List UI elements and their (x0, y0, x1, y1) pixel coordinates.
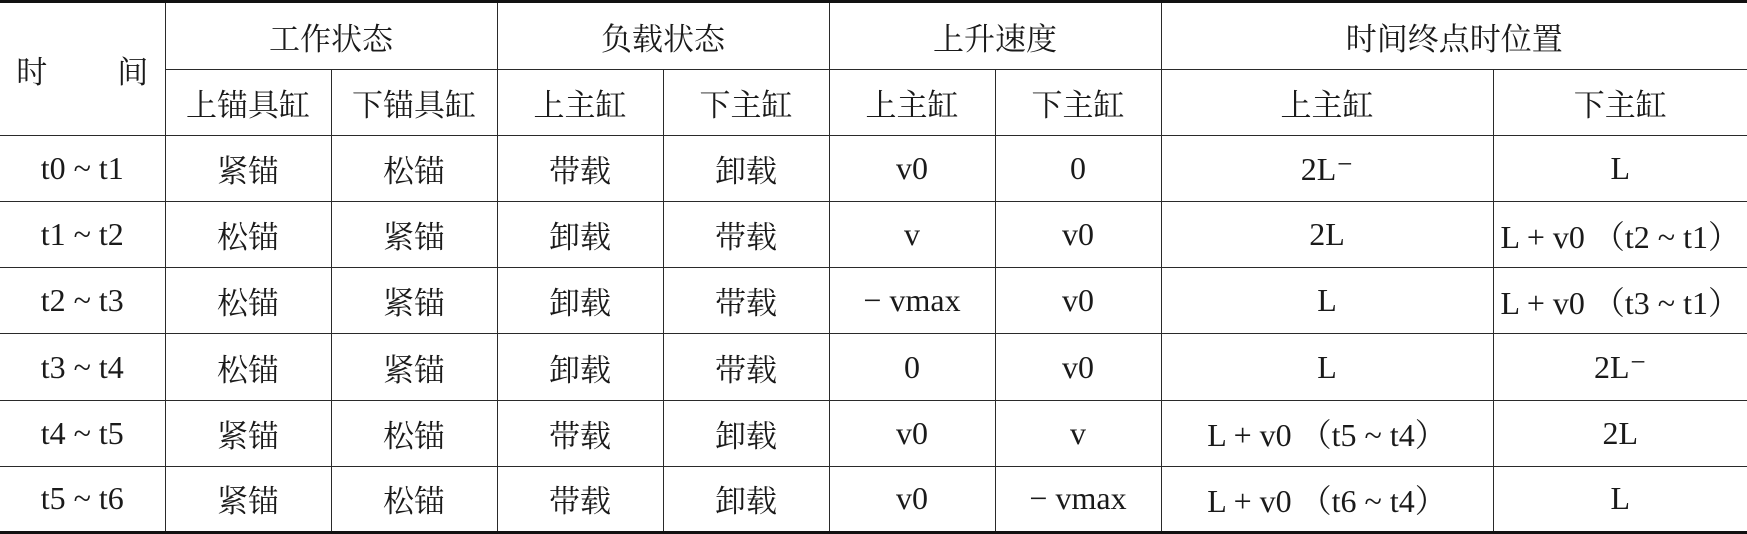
subheader-cell: 上主缸 (829, 70, 995, 136)
table-cell: v0 (995, 334, 1161, 400)
table-cell: L + v0 （t2 ~ t1） (1493, 202, 1747, 268)
time-interval-cell: t1 ~ t2 (0, 202, 165, 268)
table-cell: 2L (1493, 400, 1747, 466)
table-cell: 带载 (497, 136, 663, 202)
table-cell: 卸载 (497, 334, 663, 400)
subheader-cell: 上主缸 (1161, 70, 1493, 136)
table-cell: L (1493, 136, 1747, 202)
table-cell: − vmax (995, 466, 1161, 532)
table-cell: 卸载 (497, 268, 663, 334)
time-interval-cell: t3 ~ t4 (0, 334, 165, 400)
table-cell: 松锚 (165, 334, 331, 400)
header-time-char-1: 时 (16, 54, 48, 91)
table-row (0, 268, 1747, 334)
time-interval-cell: t5 ~ t6 (0, 466, 165, 532)
table-cell: 卸载 (497, 202, 663, 268)
table-cell: v0 (829, 400, 995, 466)
table-cell: 0 (995, 136, 1161, 202)
subheader-cell: 下主缸 (1493, 70, 1747, 136)
time-interval-cell: t2 ~ t3 (0, 268, 165, 334)
table-cell: v (829, 202, 995, 268)
table-cell: L (1161, 334, 1493, 400)
table-row (0, 400, 1747, 466)
table-cell: 带载 (497, 400, 663, 466)
table-cell: 0 (829, 334, 995, 400)
table-cell: 带载 (663, 202, 829, 268)
table-cell: 带载 (663, 268, 829, 334)
table-cell: 2L⁻ (1161, 136, 1493, 202)
table-cell: 紧锚 (165, 136, 331, 202)
table-cell: v0 (995, 202, 1161, 268)
header-work-state: 工作状态 (165, 2, 497, 70)
table-cell: 紧锚 (331, 268, 497, 334)
header-end-position: 时间终点时位置 (1161, 2, 1747, 70)
table-cell: 2L⁻ (1493, 334, 1747, 400)
table-row (0, 334, 1747, 400)
table-cell: v0 (829, 136, 995, 202)
table-cell: L (1161, 268, 1493, 334)
subheader-cell: 上主缸 (497, 70, 663, 136)
table-cell: − vmax (829, 268, 995, 334)
table-cell: 松锚 (165, 202, 331, 268)
header-row-groups (0, 2, 1747, 70)
table-cell: 紧锚 (331, 202, 497, 268)
header-row-sub (0, 70, 1747, 136)
table-row (0, 466, 1747, 532)
table-cell: 紧锚 (165, 400, 331, 466)
table-cell: 紧锚 (331, 334, 497, 400)
table-cell: L (1493, 466, 1747, 532)
table-cell: L + v0 （t3 ~ t1） (1493, 268, 1747, 334)
table-cell: 松锚 (331, 136, 497, 202)
header-rise-speed: 上升速度 (829, 2, 1161, 70)
time-interval-cell: t0 ~ t1 (0, 136, 165, 202)
table-cell: 带载 (663, 334, 829, 400)
table-cell: 带载 (497, 466, 663, 532)
table-cell: 卸载 (663, 400, 829, 466)
subheader-cell: 上锚具缸 (165, 70, 331, 136)
header-time-char-2: 间 (117, 54, 149, 91)
subheader-cell: 下主缸 (663, 70, 829, 136)
table-cell: 2L (1161, 202, 1493, 268)
table-cell: 松锚 (165, 268, 331, 334)
table-cell: 松锚 (331, 466, 497, 532)
header-time (0, 2, 165, 136)
subheader-cell: 下主缸 (995, 70, 1161, 136)
table-cell: 卸载 (663, 466, 829, 532)
header-load-state: 负载状态 (497, 2, 829, 70)
subheader-cell: 下锚具缸 (331, 70, 497, 136)
table-cell: v0 (829, 466, 995, 532)
table-row (0, 136, 1747, 202)
table-cell: v0 (995, 268, 1161, 334)
table-cell: 卸载 (663, 136, 829, 202)
table-cell: v (995, 400, 1161, 466)
time-interval-cell: t4 ~ t5 (0, 400, 165, 466)
table-cell: 松锚 (331, 400, 497, 466)
table-row (0, 202, 1747, 268)
table-cell: L + v0 （t5 ~ t4） (1161, 400, 1493, 466)
table-cell: L + v0 （t6 ~ t4） (1161, 466, 1493, 532)
table-cell: 紧锚 (165, 466, 331, 532)
